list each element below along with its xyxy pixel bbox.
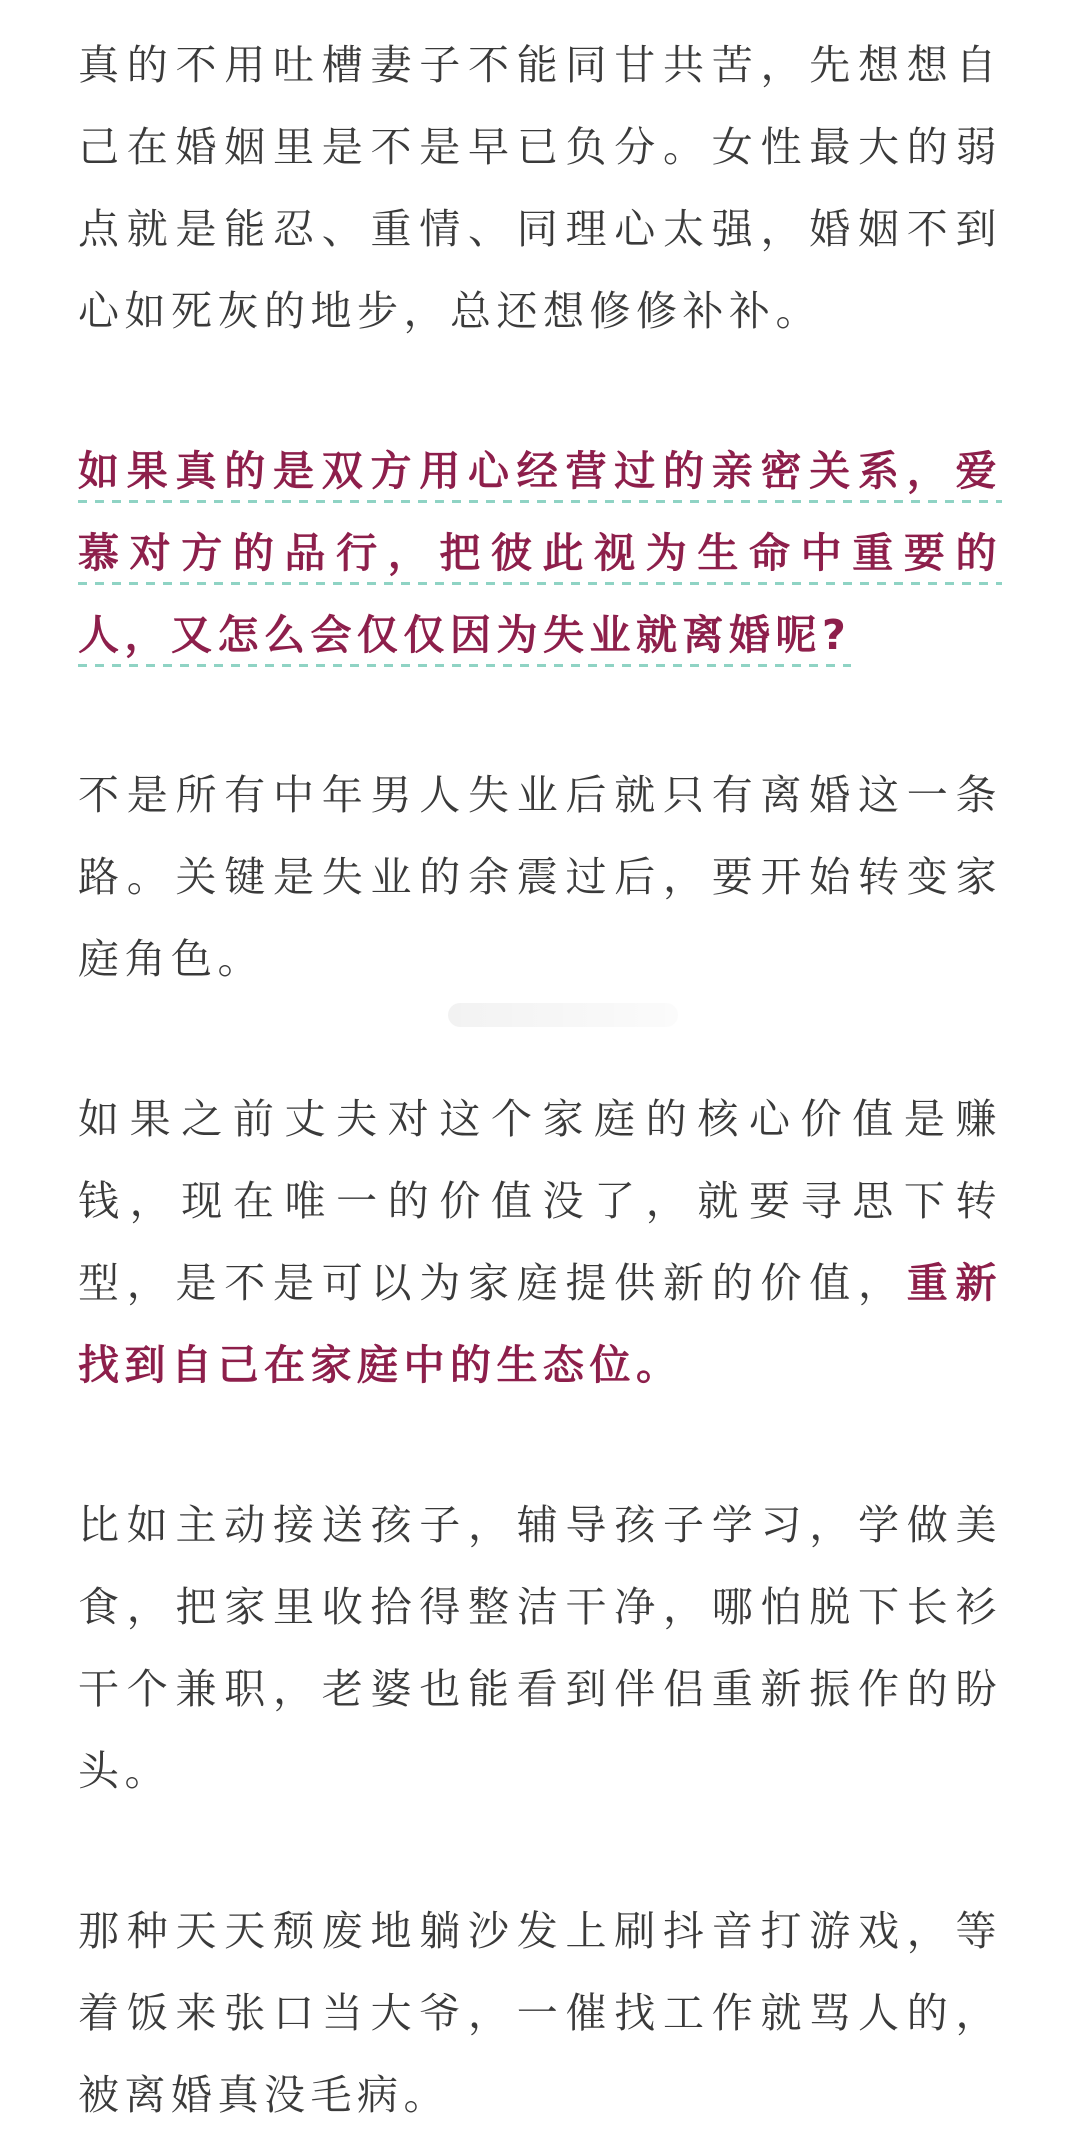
faded-watermark — [448, 1003, 678, 1027]
highlight-quote — [78, 430, 1002, 676]
paragraph-2: 不是所有中年男人失业后就只有离婚这一条路。关键是失业的余震过后，要开始转变家庭角色。 — [78, 771, 1002, 983]
paragraph-1: 真的不用吐槽妻子不能同甘共苦，先想想自己在婚姻里是不是早已负分。女性最大的弱点就是能忍、重情、同理心太强，婚姻不到心如死灰的地步，总还想修修补补。 — [78, 41, 1002, 335]
highlight-quote-text: 如果真的是双方用心经营过的亲密关系，爱慕对方的品行，把彼此视为生命中重要的人，又怎么会仅仅因为失业就离婚呢? — [78, 447, 1002, 667]
paragraph-4: 比如主动接送孩子，辅导孩子学习，学做美食，把家里收拾得整洁干净，哪怕脱下长衫干个兼职，老婆也能看到伴侣重新振作的盼头。 — [78, 1501, 1002, 1795]
paragraph-5: 那种天天颓废地躺沙发上刷抖音打游戏，等着饭来张口当大爷，一催找工作就骂人的，被离婚真没毛病。 — [78, 1907, 1002, 2119]
paragraph-3 — [78, 1078, 1002, 1406]
paragraph-3-text: 如果之前丈夫对这个家庭的核心价值是赚钱，现在唯一的价值没了，就要寻思下转型，是不是可以为家庭提供新的价值， — [78, 1095, 1002, 1307]
paragraph-3-emphasis: 重新找到自己在家庭中的生态位。 — [78, 1259, 1002, 1389]
